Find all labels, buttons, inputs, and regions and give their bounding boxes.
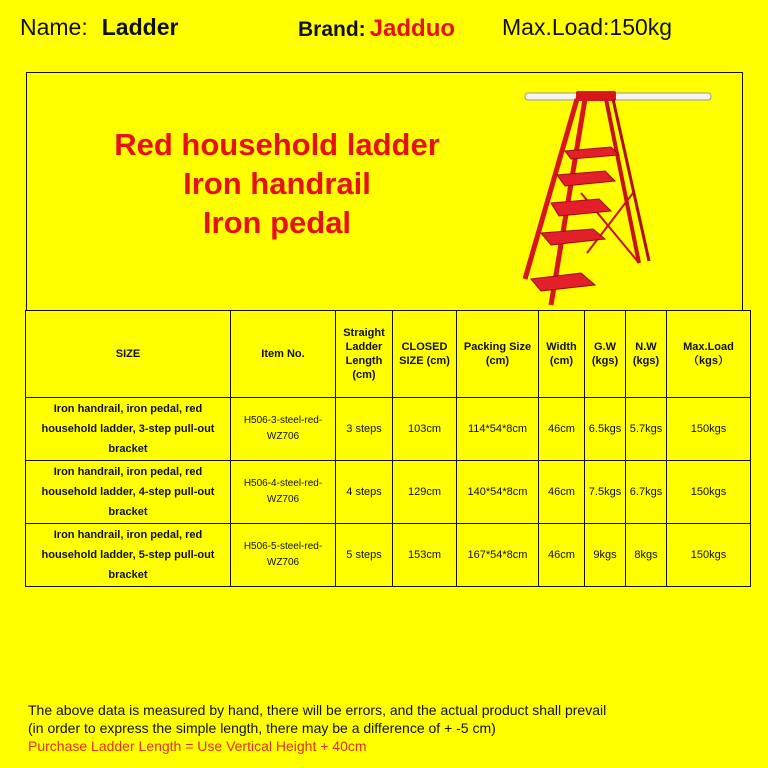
cell-closed-size: 103cm — [393, 398, 457, 461]
cell-item-no: H506-4-steel-red-WZ706 — [231, 461, 336, 524]
cell-gw: 7.5kgs — [585, 461, 626, 524]
cell-packing-size: 167*54*8cm — [457, 524, 539, 587]
table-header-row — [26, 311, 751, 398]
cell-packing-size: 140*54*8cm — [457, 461, 539, 524]
cell-packing-size: 114*54*8cm — [457, 398, 539, 461]
cell-closed-size: 129cm — [393, 461, 457, 524]
table-row — [26, 461, 751, 524]
spec-table — [25, 310, 751, 587]
hero-line-3: Iron pedal — [202, 205, 352, 240]
cell-closed-size: 153cm — [393, 524, 457, 587]
cell-straight-length: 3 steps — [336, 398, 393, 461]
ladder-product-image — [521, 83, 721, 309]
header-closed-size: CLOSED SIZE (cm) — [393, 311, 457, 398]
cell-straight-length: 4 steps — [336, 461, 393, 524]
brand-value: Jadduo — [369, 15, 456, 42]
note-difference: (in order to express the simple length, there may be a difference of + -5 cm) — [28, 720, 496, 736]
cell-nw: 5.7kgs — [626, 398, 667, 461]
header-packing-size: Packing Size (cm) — [457, 311, 539, 398]
cell-gw: 6.5kgs — [585, 398, 626, 461]
note-measurement: The above data is measured by hand, there will be errors, and the actual product shall prevail — [28, 702, 607, 718]
cell-size: Iron handrail, iron pedal, red household ladder, 5-step pull-out bracket — [26, 524, 231, 587]
cell-width: 46cm — [539, 524, 585, 587]
note-purchase-length: Purchase Ladder Length = Use Vertical Height + 40cm — [28, 738, 367, 754]
cell-nw: 6.7kgs — [626, 461, 667, 524]
cell-gw: 9kgs — [585, 524, 626, 587]
name-label: Name: — [20, 14, 88, 40]
cell-size: Iron handrail, iron pedal, red household ladder, 3-step pull-out bracket — [26, 398, 231, 461]
max-load-header: Max.Load:150kg — [502, 14, 673, 40]
cell-max-load: 150kgs — [667, 461, 751, 524]
header-straight-length: Straight Ladder Length (cm) — [336, 311, 393, 398]
hero-line-1: Red household ladder — [114, 127, 440, 162]
hero-text — [67, 125, 487, 242]
footnotes — [28, 701, 606, 755]
hero-line-2: Iron handrail — [183, 166, 371, 201]
cell-straight-length: 5 steps — [336, 524, 393, 587]
header-width: Width (cm) — [539, 311, 585, 398]
hero-banner — [26, 72, 743, 310]
brand-label: Brand: — [298, 18, 366, 41]
name-value: Ladder — [101, 14, 179, 40]
cell-max-load: 150kgs — [667, 524, 751, 587]
header-max-load: Max.Load （kgs） — [667, 311, 751, 398]
header — [0, 0, 768, 62]
header-gw: G.W (kgs) — [585, 311, 626, 398]
header-item-no: Item No. — [231, 311, 336, 398]
cell-size: Iron handrail, iron pedal, red household ladder, 4-step pull-out bracket — [26, 461, 231, 524]
table-row — [26, 524, 751, 587]
name-field — [20, 14, 178, 41]
header-size: SIZE — [26, 311, 231, 398]
table-row — [26, 398, 751, 461]
header-nw: N.W (kgs) — [626, 311, 667, 398]
cell-item-no: H506-3-steel-red-WZ706 — [231, 398, 336, 461]
cell-width: 46cm — [539, 461, 585, 524]
cell-max-load: 150kgs — [667, 398, 751, 461]
cell-width: 46cm — [539, 398, 585, 461]
cell-nw: 8kgs — [626, 524, 667, 587]
cell-item-no: H506-5-steel-red-WZ706 — [231, 524, 336, 587]
brand-field — [298, 15, 455, 43]
